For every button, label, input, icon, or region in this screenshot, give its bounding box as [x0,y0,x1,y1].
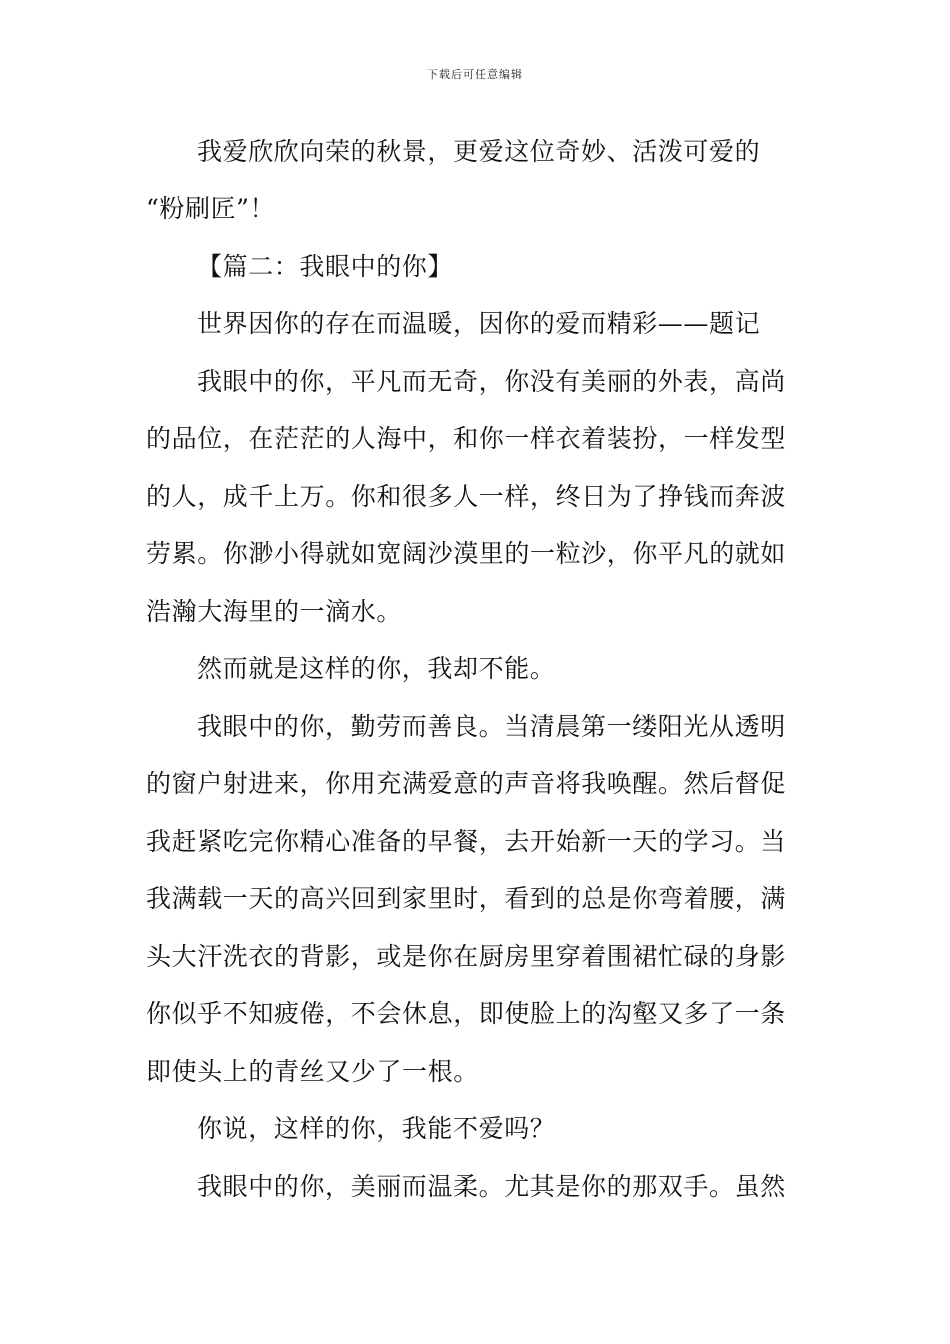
text-line: 即使头上的青丝又少了一根。 [146,1057,479,1086]
text-line: 我眼中的你，美丽而温柔。尤其是你的那双手。虽然 [197,1172,786,1201]
section-heading: 【篇二：我眼中的你】 [197,252,454,281]
text-line: 我眼中的你，平凡而无奇，你没有美丽的外表，高尚 [197,367,786,396]
text-line: 的品位，在茫茫的人海中，和你一样衣着装扮，一样发型 [146,424,787,453]
text-line: 头大汗洗衣的背影，或是你在厨房里穿着围裙忙碌的身影 [146,942,787,971]
text-line: 我眼中的你，勤劳而善良。当清晨第一缕阳光从透明 [197,712,786,741]
text-line: 然而就是这样的你，我却不能。 [197,654,556,683]
text-line: 我爱欣欣向荣的秋景，更爱这位奇妙、活泼可爱的 [197,137,761,166]
page-header: 下载后可任意编辑 [427,68,523,81]
text-line: 我赶紧吃完你精心准备的早餐，去开始新一天的学习。当 [146,827,787,856]
text-line: 的窗户射进来，你用充满爱意的声音将我唤醒。然后督促 [146,769,787,798]
text-line: 劳累。你渺小得就如宽阔沙漠里的一粒沙，你平凡的就如 [146,539,787,568]
text-line: 的人，成千上万。你和很多人一样，终日为了挣钱而奔波 [146,482,787,511]
text-line: “粉刷匠”！ [146,194,276,223]
text-line: 你说，这样的你，我能不爱吗？ [197,1114,556,1143]
text-line: 你似乎不知疲倦，不会休息，即使脸上的沟壑又多了一条 [146,999,787,1028]
text-line: 浩瀚大海里的一滴水。 [146,597,403,626]
epigraph-line: 世界因你的存在而温暖，因你的爱而精彩——题记 [197,309,761,338]
text-line: 我满载一天的高兴回到家里时，看到的总是你弯着腰，满 [146,884,787,913]
